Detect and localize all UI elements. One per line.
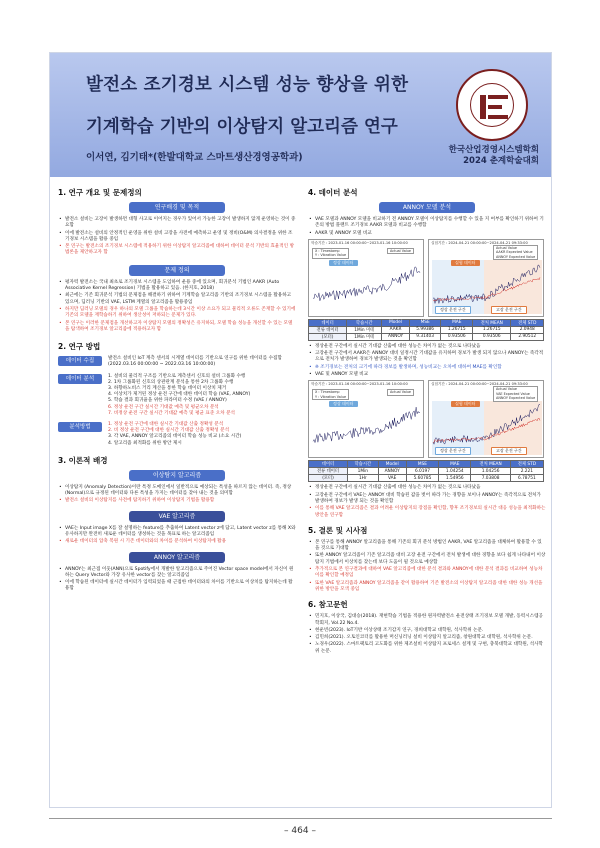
step: 1. 설비의 물리적 구조를 기반으로 계측센서 신호의 설비 그룹화 수행	[108, 373, 246, 379]
list-item: • 평자력 발전소는 국내 최초로 조기경보 시스템을 도입하여 운용 중에 있으며, 회귀분석 기법인 AAKR (Auto Associative Kernel Regression) 기법을 활용하고 있음. (한지호, 2018)	[58, 280, 296, 293]
page-number: – 464 –	[284, 826, 316, 836]
step: 7. 비정상 운전 구간 실시간 기대값 예측 및 평균 표준 오차 분석	[108, 410, 235, 416]
legend-aakr: AAKR Expected Value	[496, 250, 533, 255]
list-item: • 이에 학습된 데이터에 실시간 데이터가 입력되었을 때 근접한 데이터와의 차이를 기반으로 이상치를 탐지하는데 활용함	[58, 580, 296, 593]
method-tag: 데이터 수집	[58, 356, 102, 366]
table-header-row	[309, 319, 544, 326]
list-item: • 고장운전 구간에서 AAKR은 ANNOY 대비 일정시간 기대값을 유지하며 경보가 발생 되지 않으나 ANNOY는 즉각적으로 전처가 발생하여 경보가 발생되는 것을 확인함	[308, 351, 546, 364]
table-row	[309, 333, 544, 340]
list-item: • 또한 ANNOY 알고리즘이 기존 알고리즘 대비 고장 운전 구간에서 전처 발생에 대한 경향을 보다 쉽게 나타내어 이상탐지 기법에서 이상치를 찾는데 보다 도움이 될 것으로 예상함	[308, 553, 546, 566]
anomaly-list	[58, 485, 296, 505]
method-data	[58, 356, 296, 368]
table-cell: ANNOY	[378, 468, 406, 475]
pill-anomaly: 이상탐지 알고리즘	[129, 470, 225, 481]
results-table-2	[308, 460, 544, 482]
table1-notes	[308, 344, 546, 378]
table-cell: 1.26715	[441, 326, 473, 333]
list-item: • 새로운 데이터의 압축 복원 시 기존 데이터와의 차이를 분석하여 이상탐지에 활용	[58, 539, 296, 545]
results-table-1	[308, 319, 544, 341]
title-line-2: 기계학습 기반의 이상탐지 알고리즘 연구	[86, 117, 398, 137]
conclusion-list	[308, 540, 546, 593]
legend-y: Y : Vibration Value	[315, 394, 347, 399]
table-cell: 1Min 미테	[347, 333, 382, 340]
step: 5. 학습 결과 회귀율을 위한 파라미터 수정 (VAE / ANNOY)	[108, 398, 227, 404]
background-list	[58, 217, 296, 257]
section-1-title: 1. 연구 개요 및 문제정의	[58, 188, 142, 197]
col-header: 전처 MEAN	[473, 319, 511, 326]
society-logo-icon	[456, 69, 528, 141]
reference-item: • 김민희(2021). 오토인코더를 활용한 머신닝러닝 설비 이상탐지 알고리즘, 창원대학교 대학원, 석사학위 논문.	[308, 635, 546, 641]
zone-normal-label: 정상 데이터	[329, 260, 358, 266]
chart-train-panel	[308, 239, 424, 317]
list-item: • 발전소 설비는 고장이 발생하면 대형 사고로 이어지는 경우가 있어서 가능한 고장이 발생하지 않게 운영하는 것이 중요함	[58, 217, 296, 230]
title-line-1: 발전소 조기경보 시스템 성능 향상을 위한	[86, 75, 409, 95]
list-item: • VAE 모델과 ANNOY 모델을 비교하기 전 ANNOY 모델이 이상탐지를 수행할 수 있을 지 여부를 확인하기 위하여 기존의 방법 플랜트 조기경보 AAKR 모델과 비교를 수행함	[308, 217, 546, 230]
logo-bar	[488, 95, 508, 99]
pill-background: 연구배경 및 목적	[129, 202, 225, 213]
table-cell: 1.04254	[439, 468, 471, 475]
table-cell: 2.0948	[511, 326, 544, 333]
step: 3. 하향하노비스 거리 계산을 통한 학습 데이터 이상치 제거	[108, 385, 227, 391]
legend-x: X : Timestamp	[315, 390, 340, 395]
chart-axis-legend	[312, 389, 349, 400]
list-item: • AAKR 및 ANNOY 모델 비교	[308, 231, 546, 237]
conference-year: 2024 춘계학술대회	[463, 156, 539, 166]
list-item: • 하지만 딥러닝 모델의 경우 하나의 모델 그룹을 학습하는데 3시간 이상 소요가 되고 물리적 오류도 존재할 수 있기에 기존의 모델을 재학습하기 위하여 생산성이 저하되는 문제가 있다.	[58, 307, 296, 320]
table-cell: 1Min	[348, 468, 379, 475]
chart-vae-annoy	[308, 380, 544, 458]
list-item: • 정상운전 구간에서 실시간 기대값 산출에 대한 성능은 차이가 없는 것으로 나타났음	[308, 485, 546, 491]
chart-panel-title: 실험기간 : 2024-04-21 00:00:00~2024-04-21 09:33:00	[431, 382, 528, 387]
table-cell: 5.60785	[406, 475, 438, 482]
logo-bar	[480, 95, 486, 119]
logo-bar	[488, 105, 502, 109]
list-item: • ANNOY는 최근접 이웃(ANN)으로 Spotify에서 개발한 알고리즘으로 주어진 Vector space model에서 자신이 원하는 Query Vector와 가장 유사한 vector를 찾는 알고리즘임	[58, 567, 296, 580]
col-header: 데이터	[309, 319, 347, 326]
legend-actual: Actual Value	[390, 248, 412, 253]
legend-actual: Actual Value	[496, 245, 518, 250]
list-item: • 이상탐지 (Anomaly Detection)이란 특정 도메인에서 일반적으로 예상되는 특성을 따르지 않는 데이터. 즉, 정상(Normal)으로 규정된 데이터와 다른 특성을 가지는 데이터를 찾아 내는 것을 의미함	[58, 485, 296, 498]
left-column	[58, 185, 296, 594]
col-header: 전체 STD	[511, 319, 544, 326]
col-header: 학습시간	[347, 319, 382, 326]
section-5-title: 5. 결론 및 시사점	[308, 525, 368, 535]
pill-vae: VAE 알고리즘	[129, 511, 225, 522]
table-row	[309, 326, 544, 333]
table-cell: (모터)	[309, 333, 347, 340]
step: 4. 알고리즘 최적화를 위한 방안 제시	[108, 440, 182, 446]
col-header: MSE	[406, 461, 438, 468]
chart-series-legend	[493, 245, 538, 261]
chart-series-legend	[493, 386, 538, 402]
reference-item: • 노경우(2022). 스마트팩토리 고도화를 위한 제조설비 이상탐지 프로세스 설계 및 구현, 충북대학교 대학원, 석사학위 논문.	[308, 642, 546, 655]
table-cell: 0.93506	[441, 333, 473, 340]
reference-list	[308, 614, 546, 655]
list-item: • 정상운전 구간에서 실시간 기대값 산출에 대한 성능은 차이가 없는 것으로 나타났음	[308, 344, 546, 350]
chart-train-panel	[308, 380, 424, 458]
table-cell: VAE	[378, 475, 406, 482]
method-steps	[108, 422, 241, 447]
table-cell: 1Min 미테	[347, 326, 382, 333]
section-2-title: 2. 연구 방법	[58, 342, 101, 352]
list-item: • 추가적으로 본 연구결과에 대하여 VAE 알고리즘에 대한 분석 결과와 ANNOY에 대한 분석 결과를 비교하여 성능차이를 확인할 예정임	[308, 567, 546, 580]
chart-panel-title: 실험기간 : 2024-04-21 00:00:00~2024-04-21 09:33:00	[431, 240, 528, 245]
col-header: 학습시간	[348, 461, 379, 468]
col-header: MAE	[439, 461, 471, 468]
method-tag: 분석방법	[58, 422, 102, 432]
list-item: • 본 연구는 이러한 문제점을 개선하고자 이상탐지 모델의 정확성은 유지하되, 모델 학습 성능을 개선할 수 있는 모델을 탐색하여 조기경보 알고리즘에 적용하고자 함	[58, 321, 296, 334]
table-cell: 1Hr	[348, 475, 379, 482]
col-header: Model	[378, 461, 406, 468]
zone-test-label: 실험 데이터	[451, 260, 480, 266]
col-header: 데이터	[309, 461, 348, 468]
authors: 이서연, 김기태*(한발대학교 스마트생산경영공학과)	[86, 152, 303, 163]
method-compare	[58, 422, 296, 447]
list-item: • 본 연구는 발전소의 조기경보 시스템에 적용하기 위한 이상탐지 알고리즘에 대하여 데이터 분석 기반의 효율적인 방법론을 제안하고자 함	[58, 244, 296, 257]
method-steps	[108, 374, 250, 417]
table-row	[309, 475, 544, 482]
table-cell: ANNOY	[382, 333, 410, 340]
table-cell: 0.93506	[473, 333, 511, 340]
table-row	[309, 468, 544, 475]
reference-item: • 현운빈(2023). IoT기반 이상상태 조기감지 연구, 경희대학교 대학원, 석사학위 논문.	[308, 628, 546, 634]
poster	[49, 52, 552, 808]
table-cell: 1.04256	[471, 468, 510, 475]
poster-header	[50, 53, 552, 177]
table-cell: 2.221	[510, 468, 543, 475]
section-4-title: 4. 데이터 분석	[308, 188, 358, 197]
table-cell: AAKR	[382, 326, 410, 333]
zone-normal-run-label: 정상 운전 구간	[435, 447, 471, 455]
chart-panel-title: 학습기간 : 2023-01-16 00:00:00~2023-01-16 10:00:00	[311, 240, 408, 245]
legend-actual: Actual Value	[390, 390, 412, 395]
col-header: MAE	[441, 319, 473, 326]
step: 4. 이상치가 제거된 정상 운전 구간에 대한 데이터 학습 (VAE, ANNOY)	[108, 392, 251, 398]
vae-list	[58, 526, 296, 546]
chart-panel-title: 학습기간 : 2023-01-16 00:00:00~2023-01-16 10:00:00	[311, 382, 408, 387]
series-line-actual	[313, 267, 420, 301]
list-item: • ※ 조기경보는 전처의 크기에 따라 경보를 발생하며, 성능비교는 오차에 대하여 MAE를 확인함	[308, 365, 546, 371]
pill-annoy-analysis: ANNOY 모델 분석	[379, 202, 475, 213]
method-tag: 데이터 분석	[58, 374, 102, 384]
chart-test-panel	[428, 380, 544, 458]
zone-fault-run-label: 고장 운전 구간	[491, 306, 527, 314]
table-header-row	[309, 461, 544, 468]
table-cell: 9.31403	[409, 333, 441, 340]
annoy-list	[58, 567, 296, 593]
footer-divider	[49, 818, 552, 819]
pill-annoy: ANNOY 알고리즘	[129, 552, 225, 563]
step: 6. 정상 운전 구간 실시간 기대값 예측 및 평균오차 분석	[108, 404, 219, 410]
table-cell: 2.90512	[511, 333, 544, 340]
list-item: • 이에 발전소는 설비의 안정적인 운영을 위한 설비 고장을 사전에 예측하고 운영 및 정비(O&M) 의사결정을 위한 조기경보 시스템을 활용 중임	[58, 231, 296, 244]
conference	[449, 145, 539, 167]
step: 2. 1차 그룹화된 신호의 상관관계 분석을 통한 2차 그룹화 수행	[108, 379, 234, 385]
section-6-title: 6. 참고문헌	[308, 600, 348, 610]
table-cell: 5.99386	[409, 326, 441, 333]
conference-name: 한국산업경영시스템학회	[448, 145, 539, 155]
table-cell: 1.54956	[439, 475, 471, 482]
list-item: • 이를 통해 VAE 알고리즘은 결과 어려운 이상탐지의 장점을 확인함, 향후 조기경보의 실시간 대응 성능을 최적화하는 방안을 연구함	[308, 506, 546, 519]
table2-notes	[308, 485, 546, 518]
list-item: • VAE 및 ANNOY 모델 비교	[308, 372, 546, 378]
list-item: • VAE는 Input image X를 잘 설명하는 feature를 추출하여 Latent vector z에 담고, Latent vector z를 통해 X와 유사하지만 완전히 새로운 데이터를 생성하는 것을 목표로 하는 알고리즘임	[58, 526, 296, 539]
list-item: • 최근에는 기존 회귀분석 기법의 문제점을 해결하기 위하여 기계학습 알고리즘 기반의 조기경보 시스템을 활용하고 있으며, 딥러닝 기반의 VAE, LSTM 계열의 알고리즘을 활용중임	[58, 293, 296, 306]
table-cell: 7.03808	[471, 475, 510, 482]
method-analysis	[58, 374, 296, 417]
table-cell: 전류 데이터	[309, 468, 348, 475]
intro-list	[308, 217, 546, 237]
logo-bar	[488, 115, 508, 119]
list-item: • 발전소 설비의 이상탐지를 사전에 탐지하기 위하여 이상탐지 기법을 활용함	[58, 498, 296, 504]
table-cell: 전류 데이터	[309, 326, 347, 333]
chart-series-legend	[387, 389, 414, 396]
zone-test-label: 실험 데이터	[451, 401, 480, 407]
chart-test-panel	[428, 239, 544, 317]
step: 1. 정상 운전 구간에 대한 실시간 기대값 산출 정확성 분석	[108, 421, 224, 427]
col-header: 전체 STD	[510, 461, 543, 468]
method-text: 발전소 설비인 IoT 계측 센서의 시계열 데이터를 기반으로 연구를 위한 데이터를 수집함 (2022.03.16 00:00:00 ~ 2022.03.16 10:00:00)	[108, 356, 282, 368]
reference-item: • 민지호, 이상국, 김대승(2018). 재현학습 기법을 적용한 원자력발전소 운전상태 조기경보 모델 개발, 동력시스템공학회지, Vol.22 No.4.	[308, 614, 546, 627]
legend-annoy: ANNOY Expected Value	[496, 254, 536, 259]
zone-fault-run-label: 고장 운전 구간	[491, 447, 527, 455]
table-cell: 6.0197	[406, 468, 438, 475]
pill-problem: 문제 정의	[129, 265, 225, 276]
list-item: • 고장운전 구간에서 VAE는 ANNOY 대비 학습된 값을 벗어 따라 가는 경향을 보이나 ANNOY는 즉각적으로 전처가 발생하여 경보가 발생 되는 것을 확인함	[308, 493, 546, 506]
col-header: MSE	[409, 319, 441, 326]
legend-annoy: ANNOY Expected Value	[496, 396, 536, 401]
chart-aakr-annoy	[308, 239, 544, 317]
legend-y: Y : Vibration Value	[315, 253, 347, 258]
legend-actual: Actual Value	[496, 387, 518, 392]
col-header: Model	[382, 319, 410, 326]
table-cell: (모터)	[309, 475, 348, 482]
chart-series-legend	[387, 248, 414, 255]
zone-normal-run-label: 정상 운전 구간	[435, 306, 471, 314]
legend-x: X : Timestamp	[315, 248, 340, 253]
step: 3. 각 VAE, ANNOY 알고리즘의 데이터 학습 성능 비교 (소요 시간)	[108, 434, 242, 440]
problem-list	[58, 280, 296, 333]
right-column	[308, 185, 546, 656]
series-line-actual	[313, 407, 420, 443]
section-3-title: 3. 이론적 배경	[58, 455, 108, 465]
legend-vae: VAE Expected Value	[496, 391, 530, 396]
list-item: • 또한 VAE 알고리즘과 ANNOY 알고리즘을 같이 활용하여 기존 발전소의 이상탐지 알고리즘 대한 대한 성능 개선을 위한 방안을 모색 중임	[308, 581, 546, 594]
table-cell: 6.78751	[510, 475, 543, 482]
col-header: 전처 MEAN	[471, 461, 510, 468]
chart-axis-legend	[312, 248, 349, 259]
table-cell: 1.26715	[473, 326, 511, 333]
list-item: • 본 연구를 통해 ANNOY 알고리즘을 통해 기존의 회귀 분석 방법인 AAKR, VAE 알고리즘을 대체하여 활용할 수 있을 것으로 기대함	[308, 540, 546, 553]
step: 2. 비 정상 운전 구간에 대한 실시간 기대값 산출 정확성 분석	[108, 428, 230, 434]
zone-normal-label: 정상 데이터	[329, 401, 358, 407]
